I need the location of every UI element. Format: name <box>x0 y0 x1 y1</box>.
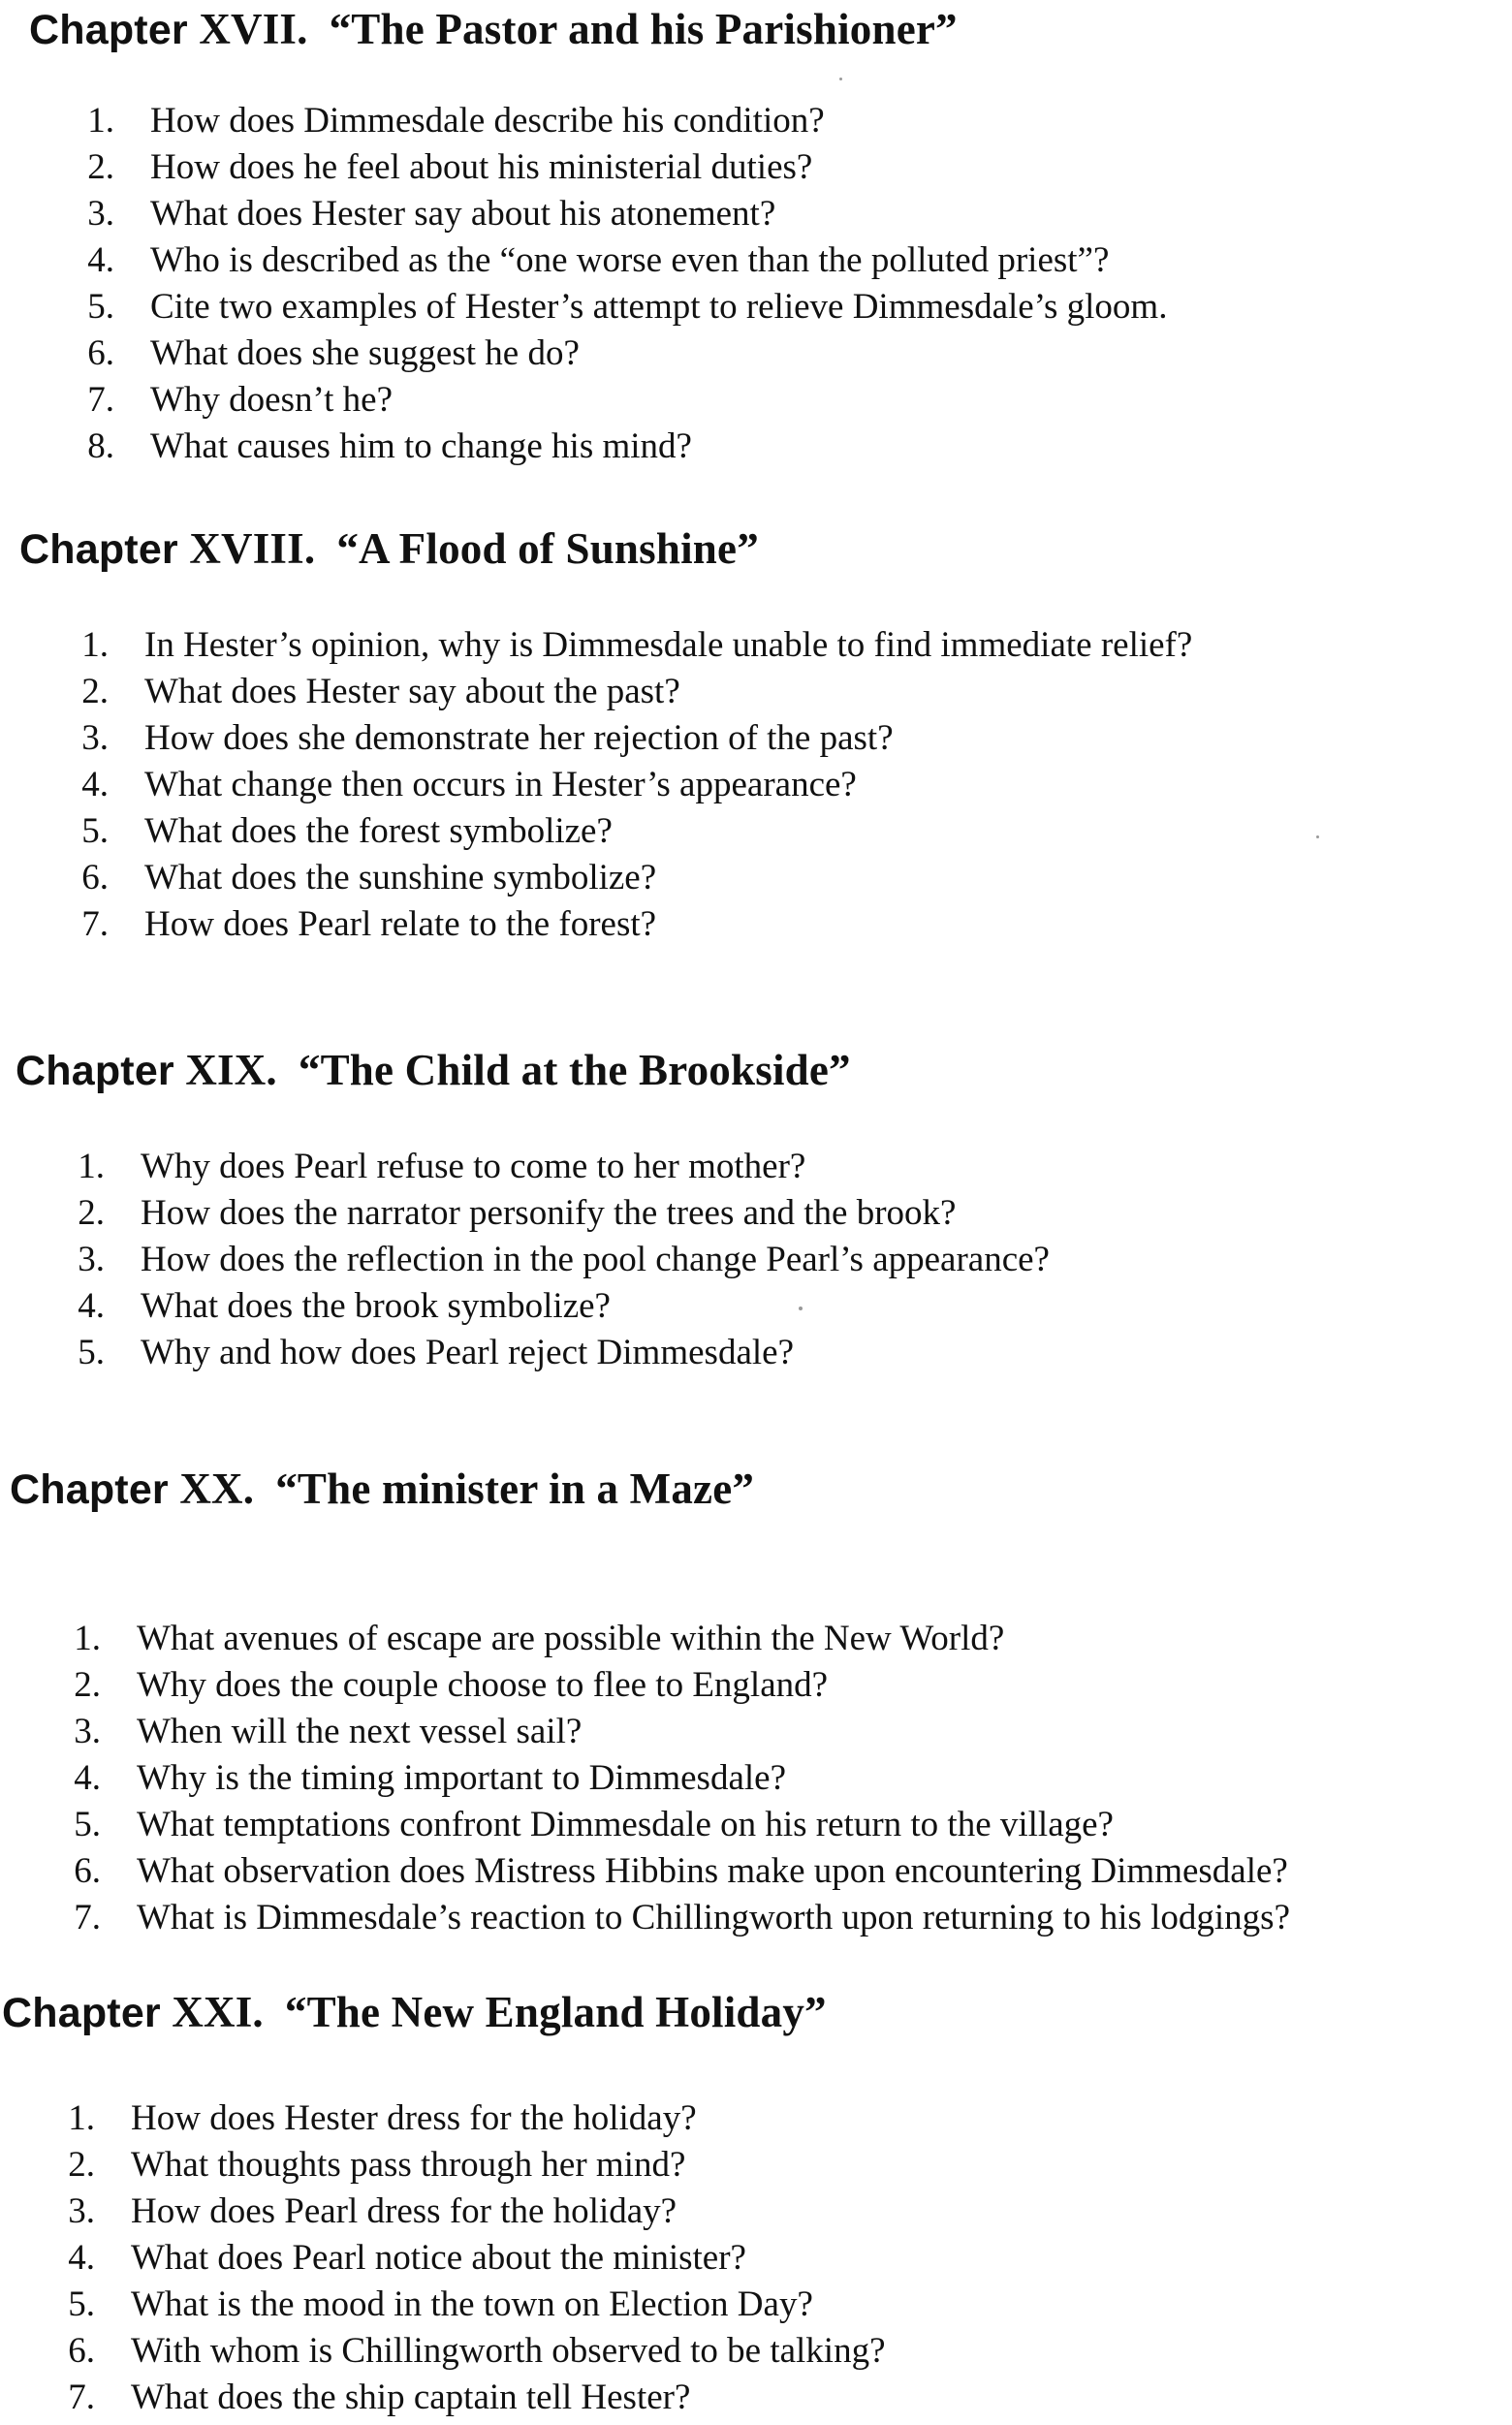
question-text: With whom is Chillingworth observed to be talking? <box>131 2331 886 2371</box>
question-number: 8. <box>87 426 114 466</box>
chapter-heading <box>10 1464 754 1515</box>
question-text: What does Hester say about the past? <box>144 672 680 711</box>
chapter-heading <box>19 523 759 575</box>
chapter-label: Chapter <box>19 526 178 573</box>
chapter-title: “The Child at the Brookside” <box>298 1046 851 1094</box>
question-text: What does the forest symbolize? <box>144 811 613 851</box>
question-number: 6. <box>87 333 114 373</box>
question-text: Cite two examples of Hester’s attempt to relieve Dimmesdale’s gloom. <box>150 287 1168 327</box>
question-text: How does the narrator personify the trees and the brook? <box>141 1193 957 1233</box>
question-text: Why does the couple choose to flee to England? <box>137 1665 829 1705</box>
question-text: What does Pearl notice about the minister? <box>131 2238 746 2278</box>
question-number: 3. <box>68 2191 95 2231</box>
chapter-heading <box>16 1045 851 1096</box>
question-text: How does Dimmesdale describe his condition? <box>150 101 825 141</box>
question-text: How does he feel about his ministerial duties? <box>150 147 813 187</box>
question-text: What temptations confront Dimmesdale on his return to the village? <box>137 1805 1114 1844</box>
question-number: 2. <box>68 2145 95 2185</box>
chapter-numeral: XIX. <box>185 1046 277 1094</box>
chapter-title: “The New England Holiday” <box>284 1988 827 2036</box>
chapter-label: Chapter <box>29 7 188 53</box>
question-text: Why does Pearl refuse to come to her mother? <box>141 1147 806 1186</box>
question-number: 5. <box>78 1333 105 1372</box>
question-text: How does she demonstrate her rejection of the past? <box>144 718 894 758</box>
question-number: 1. <box>78 1147 105 1186</box>
question-text: What change then occurs in Hester’s appearance? <box>144 765 857 804</box>
question-number: 5. <box>68 2284 95 2324</box>
chapter-title: “A Flood of Sunshine” <box>336 524 759 573</box>
chapter-numeral: XVIII. <box>189 524 316 573</box>
scan-speck <box>839 78 842 80</box>
question-text: Why doesn’t he? <box>150 380 394 420</box>
question-text: What does the brook symbolize? <box>141 1286 611 1326</box>
question-number: 3. <box>74 1712 101 1751</box>
question-number: 7. <box>74 1898 101 1937</box>
question-text: When will the next vessel sail? <box>137 1712 583 1751</box>
question-number: 5. <box>87 287 114 327</box>
chapter-numeral: XX. <box>179 1464 255 1513</box>
chapter-label: Chapter <box>10 1466 169 1513</box>
question-text: What observation does Mistress Hibbins make upon encountering Dimmesdale? <box>137 1851 1288 1891</box>
question-text: What thoughts pass through her mind? <box>131 2145 686 2185</box>
scan-speck <box>799 1307 803 1310</box>
chapter-numeral: XXI. <box>172 1988 264 2036</box>
question-number: 2. <box>74 1665 101 1705</box>
question-text: What does Hester say about his atonement? <box>150 194 776 234</box>
question-number: 7. <box>87 380 114 420</box>
chapter-heading <box>2 1987 827 2038</box>
question-number: 2. <box>87 147 114 187</box>
scan-speck <box>1316 835 1319 838</box>
question-text: What avenues of escape are possible within the New World? <box>137 1619 1005 1658</box>
question-text: Why is the timing important to Dimmesdale? <box>137 1758 786 1798</box>
question-number: 3. <box>78 1240 105 1279</box>
chapter-title: “The minister in a Maze” <box>275 1464 755 1513</box>
question-text: How does the reflection in the pool change Pearl’s appearance? <box>141 1240 1050 1279</box>
question-number: 5. <box>81 811 109 851</box>
question-number: 4. <box>78 1286 105 1326</box>
question-number: 4. <box>87 240 114 280</box>
question-number: 6. <box>68 2331 95 2371</box>
chapter-label: Chapter <box>2 1990 161 2036</box>
question-number: 1. <box>74 1619 101 1658</box>
question-number: 1. <box>81 625 109 665</box>
question-number: 1. <box>87 101 114 141</box>
question-number: 6. <box>74 1851 101 1891</box>
question-number: 2. <box>78 1193 105 1233</box>
question-number: 6. <box>81 858 109 898</box>
question-text: What does the sunshine symbolize? <box>144 858 657 898</box>
question-number: 4. <box>81 765 109 804</box>
question-text: Who is described as the “one worse even than the polluted priest”? <box>150 240 1110 280</box>
question-text: How does Pearl dress for the holiday? <box>131 2191 677 2231</box>
question-text: Why and how does Pearl reject Dimmesdale? <box>141 1333 794 1372</box>
question-number: 1. <box>68 2098 95 2138</box>
question-text: What is Dimmesdale’s reaction to Chillingworth upon returning to his lodgings? <box>137 1898 1290 1937</box>
chapter-heading <box>29 4 958 55</box>
chapter-numeral: XVII. <box>199 5 308 53</box>
question-text: What is the mood in the town on Election Day? <box>131 2284 813 2324</box>
question-text: How does Pearl relate to the forest? <box>144 904 657 944</box>
question-number: 3. <box>81 718 109 758</box>
question-number: 7. <box>68 2378 95 2417</box>
question-number: 4. <box>68 2238 95 2278</box>
question-number: 4. <box>74 1758 101 1798</box>
question-number: 7. <box>81 904 109 944</box>
question-text: What does the ship captain tell Hester? <box>131 2378 691 2417</box>
question-number: 2. <box>81 672 109 711</box>
chapter-label: Chapter <box>16 1048 174 1094</box>
question-text: How does Hester dress for the holiday? <box>131 2098 697 2138</box>
question-text: What does she suggest he do? <box>150 333 580 373</box>
question-number: 5. <box>74 1805 101 1844</box>
question-text: In Hester’s opinion, why is Dimmesdale unable to find immediate relief? <box>144 625 1193 665</box>
question-number: 3. <box>87 194 114 234</box>
chapter-title: “The Pastor and his Parishioner” <box>329 5 958 53</box>
question-text: What causes him to change his mind? <box>150 426 692 466</box>
